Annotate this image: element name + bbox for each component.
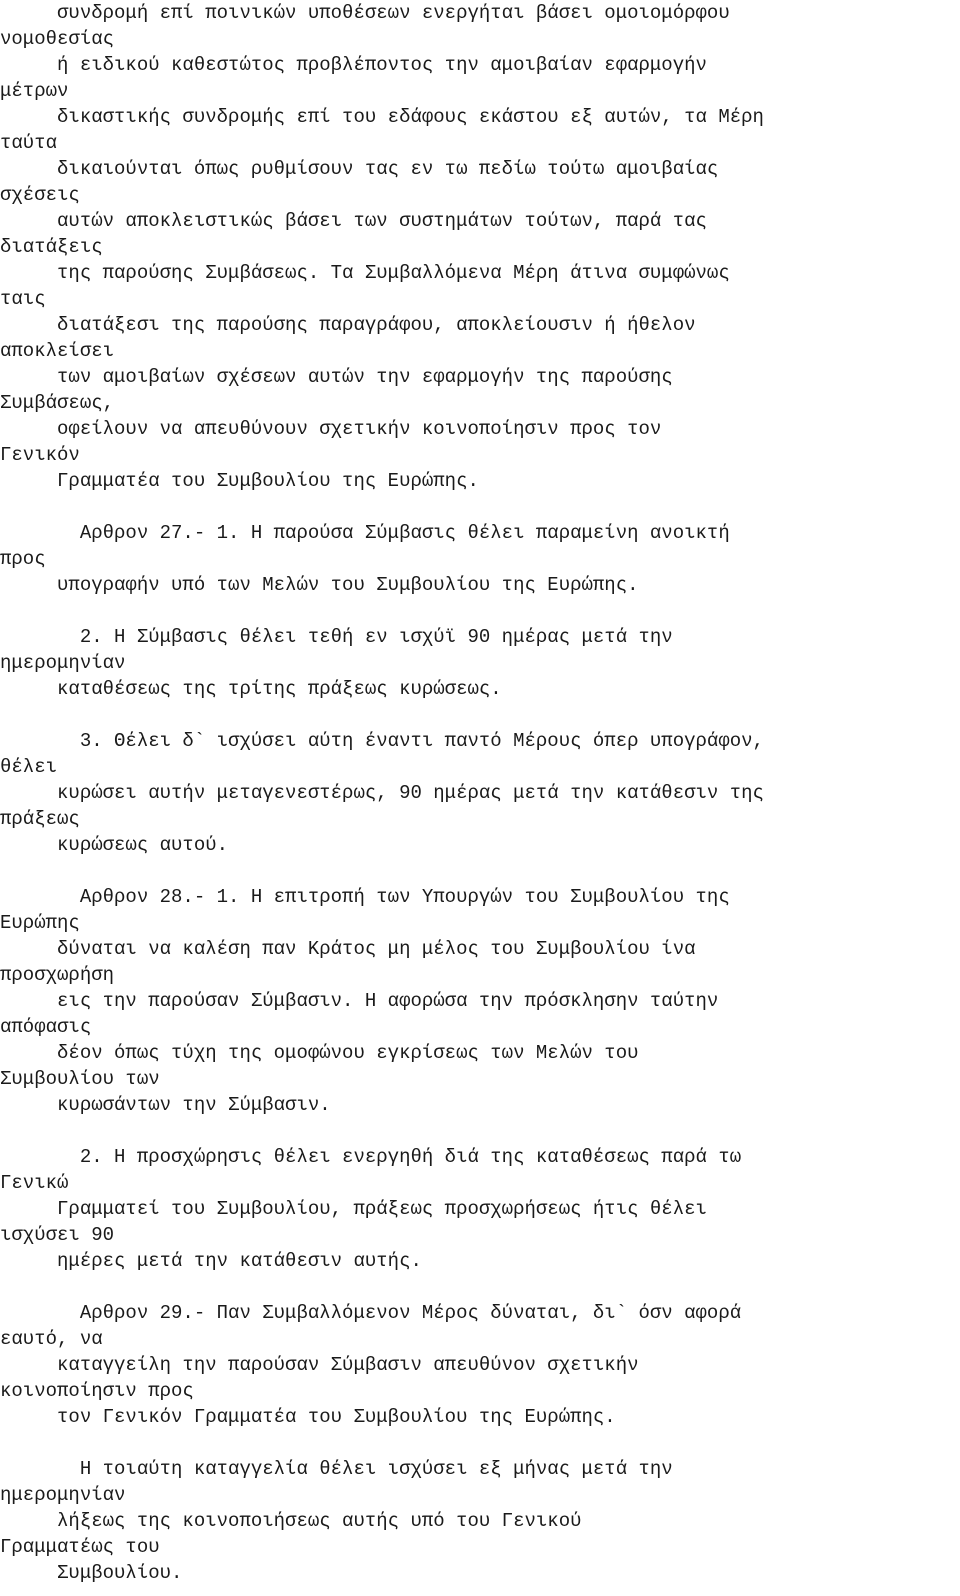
text-line: προσχωρήση	[0, 964, 115, 986]
text-line: ημέρες μετά την κατάθεσιν αυτής.	[0, 1250, 422, 1272]
text-line: κυρωσάντων την Σύμβασιν.	[0, 1094, 331, 1116]
text-line: κυρώσεως αυτού.	[0, 834, 229, 856]
text-line: τον Γενικόν Γραμματέα του Συμβουλίου της Ευρώπης.	[0, 1406, 616, 1428]
text-line: δικαστικής συνδρομής επί του εδάφους εκάστου εξ αυτών, τα Μέρη	[0, 106, 764, 128]
text-line: Συμβάσεως,	[0, 392, 115, 414]
text-line: δέον όπως τύχη της ομοφώνου εγκρίσεως των Μελών του	[0, 1042, 639, 1064]
text-line: απόφασις	[0, 1016, 92, 1038]
text-line: Γραμματέως του	[0, 1536, 160, 1558]
text-line: κοινοποίησιν προς	[0, 1380, 194, 1402]
text-line: αποκλείσει	[0, 340, 115, 362]
text-line: λήξεως της κοινοποιήσεως αυτής υπό του Γενικού	[0, 1510, 582, 1532]
text-line: αυτών αποκλειστικώς βάσει των συστημάτων τούτων, παρά τας	[0, 210, 707, 232]
text-line: σχέσεις	[0, 184, 80, 206]
text-line: θέλει	[0, 756, 58, 778]
text-line: υπογραφήν υπό των Μελών του Συμβουλίου της Ευρώπης.	[0, 574, 639, 596]
text-line: 2. Η Σύμβασις θέλει τεθή εν ισχύϊ 90 ημέρας μετά την	[0, 626, 673, 648]
article-29-heading-line: Αρθρον 29.- Παν Συμβαλλόμενον Μέρος δύναται, δι` όσν αφορά	[0, 1302, 742, 1324]
text-line: οφείλουν να απευθύνουν σχετικήν κοινοποίησιν προς τον	[0, 418, 662, 440]
text-line: Γενικώ	[0, 1172, 69, 1194]
text-line: ημερομηνίαν	[0, 1484, 126, 1506]
text-line: των αμοιβαίων σχέσεων αυτών την εφαρμογήν της παρούσης	[0, 366, 673, 388]
text-line: συνδρομή επί ποινικών υποθέσεων ενεργήται βάσει ομοιομόρφου	[0, 2, 730, 24]
text-line: Γενικόν	[0, 444, 80, 466]
text-line: πράξεως	[0, 808, 80, 830]
text-line: μέτρων	[0, 80, 69, 102]
text-line: ταύτα	[0, 132, 58, 154]
text-line: Ευρώπης	[0, 912, 80, 934]
text-line: εαυτό, να	[0, 1328, 103, 1350]
text-line: ταις	[0, 288, 46, 310]
text-line: δικαιούνται όπως ρυθμίσουν τας εν τω πεδίω τούτω αμοιβαίας	[0, 158, 719, 180]
article-28-heading-line: Αρθρον 28.- 1. Η επιτροπή των Υπουργών του Συμβουλίου της	[0, 886, 730, 908]
text-line: δύναται να καλέση παν Κράτος μη μέλος του Συμβουλίου ίνα	[0, 938, 696, 960]
text-line: 2. Η προσχώρησις θέλει ενεργηθή διά της καταθέσεως παρά τω	[0, 1146, 742, 1168]
text-line: 3. Θέλει δ` ισχύσει αύτη έναντι παντό Μέρους όπερ υπογράφον,	[0, 730, 764, 752]
text-line: κυρώσει αυτήν μεταγενεστέρως, 90 ημέρας μετά την κατάθεσιν της	[0, 782, 764, 804]
text-line: νομοθεσίας	[0, 28, 115, 50]
text-line: Συμβουλίου.	[0, 1562, 183, 1584]
text-line: Γραμματέα του Συμβουλίου της Ευρώπης.	[0, 470, 479, 492]
text-line: Η τοιαύτη καταγγελία θέλει ισχύσει εξ μήνας μετά την	[0, 1458, 673, 1480]
text-line: διατάξεσι της παρούσης παραγράφου, αποκλείουσιν ή ήθελον	[0, 314, 696, 336]
text-line: ή ειδικού καθεστώτος προβλέποντος την αμοιβαίαν εφαρμογήν	[0, 54, 707, 76]
text-line: προς	[0, 548, 46, 570]
article-27-heading-line: Αρθρον 27.- 1. Η παρούσα Σύμβασις θέλει παραμείνη ανοικτή	[0, 522, 730, 544]
text-line: ισχύσει 90	[0, 1224, 115, 1246]
text-line: Συμβουλίου των	[0, 1068, 160, 1090]
text-line: καταθέσεως της τρίτης πράξεως κυρώσεως.	[0, 678, 502, 700]
text-line: εις την παρούσαν Σύμβασιν. Η αφορώσα την πρόσκλησην ταύτην	[0, 990, 719, 1012]
text-line: της παρούσης Συμβάσεως. Τα Συμβαλλόμενα Μέρη άτινα συμφώνως	[0, 262, 730, 284]
text-line: ημερομηνίαν	[0, 652, 126, 674]
text-line: διατάξεις	[0, 236, 103, 258]
text-line: καταγγείλη την παρούσαν Σύμβασιν απευθύνον σχετικήν	[0, 1354, 639, 1376]
text-line: Γραμματεί του Συμβουλίου, πράξεως προσχωρήσεως ήτις θέλει	[0, 1198, 707, 1220]
